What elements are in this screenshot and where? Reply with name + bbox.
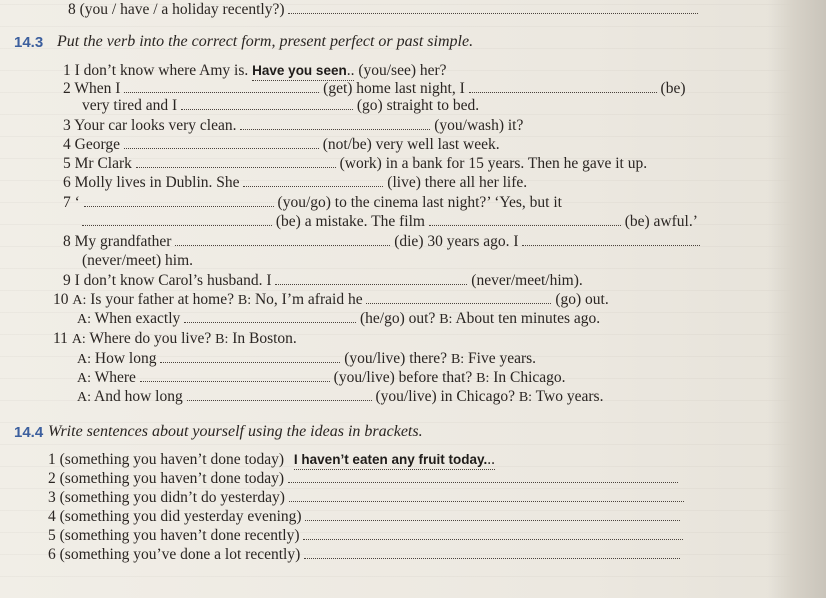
speaker-label: A: xyxy=(77,371,91,386)
exercise-item xyxy=(63,155,647,173)
answer-blank[interactable] xyxy=(240,117,430,130)
item-text: In Chicago. xyxy=(493,369,566,386)
section-instruction: Put the verb into the correct form, present perfect or past simple. xyxy=(57,33,474,50)
answer-blank[interactable] xyxy=(124,136,319,149)
exercise-item-cont xyxy=(82,213,698,231)
answer-blank[interactable] xyxy=(187,388,372,401)
answer-blank[interactable] xyxy=(303,527,683,540)
item-text: Five years. xyxy=(468,350,537,367)
item-text: And how long xyxy=(94,388,183,405)
item-text: I don’t know where Amy is. xyxy=(74,62,249,79)
exercise-item xyxy=(63,194,562,212)
item-number: 1 xyxy=(63,62,71,79)
speaker-label: B: xyxy=(237,293,252,308)
filled-answer: Have you seen xyxy=(252,63,347,78)
item-text: (you/live) there? xyxy=(344,350,448,367)
item-number: 10 xyxy=(53,291,69,308)
answer-blank[interactable] xyxy=(288,1,698,14)
item-text: Is your father at home? xyxy=(90,291,234,308)
item-prompt: (something you did yesterday evening) xyxy=(59,508,302,525)
item-text: I don’t know Carol’s husband. I xyxy=(74,272,272,289)
answer-field[interactable]: I haven’t eaten any fruit today... xyxy=(293,451,495,468)
exercise-item xyxy=(48,451,495,470)
item-text: (you/live) before that? xyxy=(333,369,473,386)
item-text: Your car looks very clean. xyxy=(74,117,237,134)
item-text: Mr Clark xyxy=(74,155,132,172)
item-number: 11 xyxy=(53,330,68,347)
item-number: 2 xyxy=(48,470,56,487)
page-edge-shadow xyxy=(768,0,826,598)
item-number: 9 xyxy=(63,272,71,289)
exercise-item-cont xyxy=(82,252,193,270)
speaker-label: B: xyxy=(518,390,533,405)
answer-blank[interactable] xyxy=(136,155,336,168)
item-text: When I xyxy=(74,80,121,97)
item-text: (be) a mistake. The film xyxy=(275,213,425,230)
item-prompt: (something you haven’t done today) xyxy=(59,470,285,487)
section-instruction: Write sentences about yourself using the ideas in brackets. xyxy=(48,423,423,440)
exercise-item-cont xyxy=(77,350,536,369)
exercise-item xyxy=(48,546,680,564)
item-number: 6 xyxy=(63,174,71,191)
answer-blank[interactable] xyxy=(305,508,680,521)
item-text: How long xyxy=(94,350,157,367)
exercise-item xyxy=(63,117,523,135)
item-prompt: (something you didn’t do yesterday) xyxy=(59,489,285,506)
exercise-item xyxy=(63,62,447,81)
exercise-item-cont xyxy=(77,388,603,407)
exercise-item xyxy=(53,330,297,349)
item-text: (work) in a bank for 15 years. Then he gave it up. xyxy=(339,155,648,172)
item-text: (you/see) her? xyxy=(358,62,447,79)
item-text: (he/go) out? xyxy=(360,310,436,327)
item-number: 8 xyxy=(63,233,71,250)
item-text: (get) home last night, I xyxy=(323,80,465,97)
item-number: 2 xyxy=(63,80,71,97)
item-number: 7 xyxy=(63,194,71,211)
item-text: (be) awful.’ xyxy=(624,213,698,230)
exercise-item xyxy=(48,508,680,526)
item-text: (live) there all her life. xyxy=(387,174,528,191)
answer-blank[interactable] xyxy=(184,310,356,323)
item-text: (never/meet/him). xyxy=(471,272,583,289)
speaker-label: A: xyxy=(77,352,91,367)
item-number: 6 xyxy=(48,546,56,563)
item-text: In Boston. xyxy=(232,330,297,347)
item-number: 1 xyxy=(48,451,56,468)
item-text: very tired and I xyxy=(82,97,178,114)
item-text: Where xyxy=(94,369,136,386)
item-number: 3 xyxy=(48,489,56,506)
item-prompt: (something you haven’t done recently) xyxy=(59,527,300,544)
item-text: (be) xyxy=(660,80,686,97)
answer-blank[interactable] xyxy=(429,213,621,226)
answer-blank[interactable] xyxy=(522,233,700,246)
exercise-item xyxy=(63,136,500,154)
exercise-item-cont xyxy=(77,310,600,329)
item-text: About ten minutes ago. xyxy=(455,310,601,327)
item-prompt: (something you haven’t done today) xyxy=(59,451,285,468)
answer-blank[interactable] xyxy=(124,80,319,93)
item-text: My grandfather xyxy=(74,233,172,250)
exercise-item xyxy=(48,527,683,545)
item-text: Molly lives in Dublin. She xyxy=(74,174,240,191)
answer-blank[interactable] xyxy=(275,272,467,285)
item-text: (not/be) very well last week. xyxy=(322,136,500,153)
section-number: 14.4 xyxy=(14,424,44,441)
item-text: (go) out. xyxy=(555,291,609,308)
speaker-label: A: xyxy=(72,293,87,308)
item-text: George xyxy=(74,136,120,153)
speaker-label: A: xyxy=(77,312,91,327)
answer-blank[interactable] xyxy=(469,80,657,93)
speaker-label: B: xyxy=(476,371,490,386)
item-text: (you/live) in Chicago? xyxy=(375,388,515,405)
answer-blank[interactable] xyxy=(304,546,680,559)
exercise-item xyxy=(63,233,700,251)
speaker-label: B: xyxy=(450,352,465,367)
item-text: (never/meet) him. xyxy=(82,252,194,269)
item-number: 8 xyxy=(68,1,76,18)
exercise-item xyxy=(48,470,678,488)
answer-blank[interactable] xyxy=(82,213,272,226)
speaker-label: B: xyxy=(439,312,453,327)
answer-blank[interactable] xyxy=(175,233,390,246)
answer-blank[interactable] xyxy=(160,350,340,363)
item-text: When exactly xyxy=(94,310,181,327)
item-number: 5 xyxy=(48,527,56,544)
item-text: (die) 30 years ago. I xyxy=(394,233,519,250)
item-text: (go) straight to bed. xyxy=(356,97,480,114)
exercise-item xyxy=(48,489,684,507)
answer-blank[interactable] xyxy=(181,97,353,110)
answer-blank[interactable] xyxy=(289,489,684,502)
exercise-item-cont xyxy=(77,369,566,388)
item-text: Two years. xyxy=(535,388,604,405)
answer-blank[interactable] xyxy=(243,174,383,187)
item-text: (you/go) to the cinema last night?’ ‘Yes, but it xyxy=(277,194,562,211)
exercise-item-cont xyxy=(82,97,479,115)
answer-blank[interactable] xyxy=(366,291,551,304)
item-number: 4 xyxy=(63,136,71,153)
item-text: Where do you live? xyxy=(89,330,212,347)
item-text: ‘ xyxy=(74,194,80,211)
section-number: 14.3 xyxy=(14,34,44,51)
item-number: 4 xyxy=(48,508,56,525)
item-text: (you/wash) it? xyxy=(434,117,524,134)
answer-blank[interactable] xyxy=(140,369,330,382)
answer-field[interactable]: Have you seen.. xyxy=(252,62,355,79)
speaker-label: A: xyxy=(77,390,91,405)
speaker-label: A: xyxy=(71,332,86,347)
exercise-item xyxy=(53,291,609,310)
filled-answer: I haven’t eaten any fruit today. xyxy=(293,452,488,467)
item-prompt: (something you’ve done a lot recently) xyxy=(59,546,301,563)
item-number: 5 xyxy=(63,155,71,172)
item-number: 3 xyxy=(63,117,71,134)
exercise-item xyxy=(63,272,583,290)
answer-blank[interactable] xyxy=(288,470,678,483)
item-text: (you / have / a holiday recently?) xyxy=(79,1,285,18)
item-text: No, I’m afraid he xyxy=(254,291,363,308)
answer-blank[interactable] xyxy=(84,194,274,207)
speaker-label: B: xyxy=(215,332,229,347)
exercise-item xyxy=(63,80,685,98)
exercise-item xyxy=(68,1,698,19)
exercise-item xyxy=(63,174,527,192)
